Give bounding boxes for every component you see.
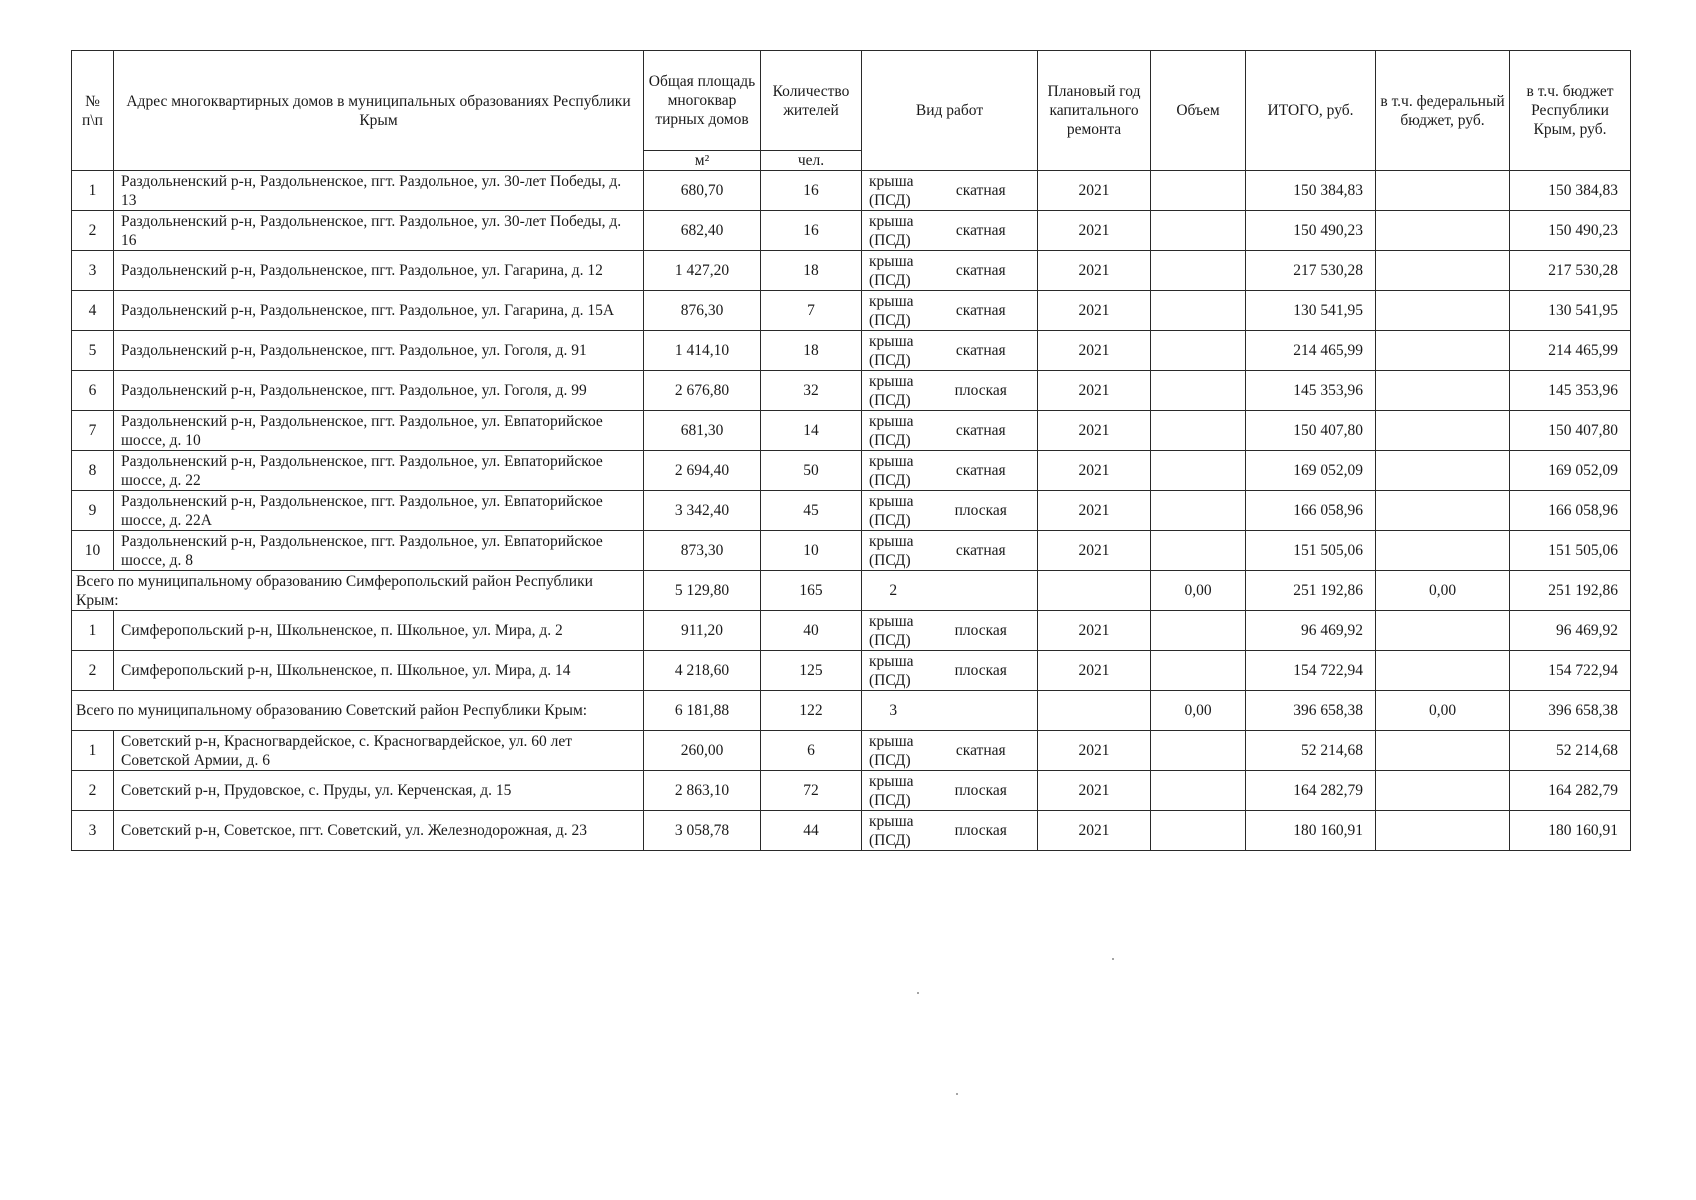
row-federal [1376, 451, 1510, 491]
table-row [72, 811, 1631, 851]
row-planned-year: 2021 [1038, 251, 1151, 291]
unit-residents: чел. [761, 151, 862, 171]
row-number: 9 [72, 491, 114, 531]
subtotal-federal: 0,00 [1376, 571, 1510, 611]
row-area: 3 058,78 [644, 811, 761, 851]
capital-repair-table [71, 50, 1631, 851]
row-address: Советский р-н, Советское, пгт. Советский, ул. Железнодорожная, д. 23 [114, 811, 644, 851]
row-federal [1376, 171, 1510, 211]
row-number: 2 [72, 211, 114, 251]
col-header-residents: Количество жителей [761, 51, 862, 151]
row-address: Раздольненский р-н, Раздольненское, пгт. Раздольное, ул. Гоголя, д. 99 [114, 371, 644, 411]
row-work-type: крыша (ПСД) [862, 731, 925, 771]
row-federal [1376, 731, 1510, 771]
row-federal [1376, 771, 1510, 811]
row-area: 682,40 [644, 211, 761, 251]
row-work-type: крыша (ПСД) [862, 531, 925, 571]
row-regional: 180 160,91 [1510, 811, 1631, 851]
row-roof-subtype: скатная [925, 531, 1038, 571]
unit-area: м² [644, 151, 761, 171]
row-planned-year: 2021 [1038, 651, 1151, 691]
row-residents: 18 [761, 251, 862, 291]
row-regional: 150 407,80 [1510, 411, 1631, 451]
row-roof-subtype: скатная [925, 251, 1038, 291]
row-total: 214 465,99 [1246, 331, 1376, 371]
row-work-type: крыша (ПСД) [862, 411, 925, 451]
row-area: 876,30 [644, 291, 761, 331]
col-header-total: ИТОГО, руб. [1246, 51, 1376, 171]
row-residents: 50 [761, 451, 862, 491]
row-number: 1 [72, 731, 114, 771]
subtotal-total: 396 658,38 [1246, 691, 1376, 731]
row-work-type: крыша (ПСД) [862, 331, 925, 371]
row-regional: 154 722,94 [1510, 651, 1631, 691]
table-row [72, 771, 1631, 811]
table-row [72, 371, 1631, 411]
col-header-planned-year: Плановый год капитального ремонта [1038, 51, 1151, 171]
row-work-type: крыша (ПСД) [862, 611, 925, 651]
row-total: 150 384,83 [1246, 171, 1376, 211]
row-area: 680,70 [644, 171, 761, 211]
table-row [72, 531, 1631, 571]
table-row [72, 491, 1631, 531]
row-area: 2 863,10 [644, 771, 761, 811]
table-row [72, 171, 1631, 211]
row-number: 5 [72, 331, 114, 371]
row-number: 8 [72, 451, 114, 491]
row-residents: 32 [761, 371, 862, 411]
row-volume [1151, 251, 1246, 291]
row-volume [1151, 771, 1246, 811]
row-volume [1151, 291, 1246, 331]
row-work-type: крыша (ПСД) [862, 251, 925, 291]
row-address: Раздольненский р-н, Раздольненское, пгт. Раздольное, ул. Гоголя, д. 91 [114, 331, 644, 371]
row-area: 1 427,20 [644, 251, 761, 291]
subtotal-volume: 0,00 [1151, 571, 1246, 611]
row-planned-year: 2021 [1038, 211, 1151, 251]
col-header-volume: Объем [1151, 51, 1246, 171]
row-planned-year: 2021 [1038, 531, 1151, 571]
row-total: 164 282,79 [1246, 771, 1376, 811]
row-volume [1151, 211, 1246, 251]
row-address: Советский р-н, Красногвардейское, с. Красногвардейское, ул. 60 лет Советской Армии, д. 6 [114, 731, 644, 771]
scan-dot [956, 1093, 958, 1095]
row-address: Раздольненский р-н, Раздольненское, пгт. Раздольное, ул. 30-лет Победы, д. 13 [114, 171, 644, 211]
row-area: 2 694,40 [644, 451, 761, 491]
row-address: Симферопольский р-н, Школьненское, п. Школьное, ул. Мира, д. 14 [114, 651, 644, 691]
row-residents: 7 [761, 291, 862, 331]
row-federal [1376, 291, 1510, 331]
row-federal [1376, 331, 1510, 371]
row-federal [1376, 611, 1510, 651]
row-residents: 44 [761, 811, 862, 851]
row-number: 6 [72, 371, 114, 411]
row-volume [1151, 531, 1246, 571]
row-roof-subtype: плоская [925, 371, 1038, 411]
scan-dot [1112, 958, 1114, 960]
row-federal [1376, 531, 1510, 571]
subtotal-regional: 251 192,86 [1510, 571, 1631, 611]
row-area: 1 414,10 [644, 331, 761, 371]
subtotal-area: 5 129,80 [644, 571, 761, 611]
row-work-type: крыша (ПСД) [862, 771, 925, 811]
subtotal-residents: 165 [761, 571, 862, 611]
row-roof-subtype: плоская [925, 611, 1038, 651]
row-work-type: крыша (ПСД) [862, 371, 925, 411]
row-area: 3 342,40 [644, 491, 761, 531]
row-regional: 150 490,23 [1510, 211, 1631, 251]
row-number: 10 [72, 531, 114, 571]
row-roof-subtype: плоская [925, 771, 1038, 811]
row-volume [1151, 411, 1246, 451]
row-volume [1151, 611, 1246, 651]
row-area: 911,20 [644, 611, 761, 651]
row-area: 260,00 [644, 731, 761, 771]
col-header-regional: в т.ч. бюджет Республики Крым, руб. [1510, 51, 1631, 171]
row-residents: 45 [761, 491, 862, 531]
subtotal-count: 2 [862, 571, 925, 611]
row-work-type: крыша (ПСД) [862, 651, 925, 691]
row-area: 2 676,80 [644, 371, 761, 411]
row-address: Раздольненский р-н, Раздольненское, пгт. Раздольное, ул. Евпаторийское шоссе, д. 8 [114, 531, 644, 571]
subtotal-volume: 0,00 [1151, 691, 1246, 731]
subtotal-label: Всего по муниципальному образованию Советский район Республики Крым: [72, 691, 644, 731]
row-total: 150 490,23 [1246, 211, 1376, 251]
row-volume [1151, 731, 1246, 771]
row-total: 52 214,68 [1246, 731, 1376, 771]
row-total: 154 722,94 [1246, 651, 1376, 691]
row-planned-year: 2021 [1038, 371, 1151, 411]
subtotal-count: 3 [862, 691, 925, 731]
scan-dot [917, 992, 919, 994]
row-number: 2 [72, 771, 114, 811]
row-work-type: крыша (ПСД) [862, 451, 925, 491]
row-planned-year: 2021 [1038, 331, 1151, 371]
row-federal [1376, 811, 1510, 851]
row-roof-subtype: плоская [925, 491, 1038, 531]
row-federal [1376, 491, 1510, 531]
row-total: 217 530,28 [1246, 251, 1376, 291]
row-residents: 14 [761, 411, 862, 451]
row-work-type: крыша (ПСД) [862, 491, 925, 531]
subtotal-label: Всего по муниципальному образованию Симферопольский район Республики Крым: [72, 571, 644, 611]
row-planned-year: 2021 [1038, 731, 1151, 771]
row-address: Раздольненский р-н, Раздольненское, пгт. Раздольное, ул. Гагарина, д. 15А [114, 291, 644, 331]
row-planned-year: 2021 [1038, 811, 1151, 851]
row-roof-subtype: скатная [925, 291, 1038, 331]
row-residents: 16 [761, 171, 862, 211]
table-row [72, 651, 1631, 691]
row-number: 1 [72, 171, 114, 211]
row-total: 166 058,96 [1246, 491, 1376, 531]
row-regional: 214 465,99 [1510, 331, 1631, 371]
subtotal-area: 6 181,88 [644, 691, 761, 731]
row-total: 130 541,95 [1246, 291, 1376, 331]
row-roof-subtype: скатная [925, 411, 1038, 451]
row-residents: 10 [761, 531, 862, 571]
row-total: 96 469,92 [1246, 611, 1376, 651]
subtotal-total: 251 192,86 [1246, 571, 1376, 611]
row-residents: 40 [761, 611, 862, 651]
row-federal [1376, 371, 1510, 411]
table-body [72, 171, 1631, 851]
row-federal [1376, 251, 1510, 291]
table-row [72, 411, 1631, 451]
row-volume [1151, 171, 1246, 211]
row-volume [1151, 811, 1246, 851]
row-federal [1376, 651, 1510, 691]
row-address: Раздольненский р-н, Раздольненское, пгт. Раздольное, ул. Евпаторийское шоссе, д. 22 [114, 451, 644, 491]
subtotal-residents: 122 [761, 691, 862, 731]
row-work-type: крыша (ПСД) [862, 171, 925, 211]
col-header-work-type: Вид работ [862, 51, 1038, 171]
row-volume [1151, 491, 1246, 531]
row-regional: 52 214,68 [1510, 731, 1631, 771]
row-address: Раздольненский р-н, Раздольненское, пгт. Раздольное, ул. Евпаторийское шоссе, д. 10 [114, 411, 644, 451]
row-regional: 150 384,83 [1510, 171, 1631, 211]
subtotal-row [72, 571, 1631, 611]
row-work-type: крыша (ПСД) [862, 811, 925, 851]
row-federal [1376, 411, 1510, 451]
row-residents: 125 [761, 651, 862, 691]
row-regional: 130 541,95 [1510, 291, 1631, 331]
subtotal-row [72, 691, 1631, 731]
row-planned-year: 2021 [1038, 291, 1151, 331]
row-total: 150 407,80 [1246, 411, 1376, 451]
row-work-type: крыша (ПСД) [862, 291, 925, 331]
header-row [72, 51, 1631, 151]
row-residents: 72 [761, 771, 862, 811]
row-residents: 18 [761, 331, 862, 371]
row-planned-year: 2021 [1038, 411, 1151, 451]
row-regional: 169 052,09 [1510, 451, 1631, 491]
row-total: 180 160,91 [1246, 811, 1376, 851]
table-row [72, 251, 1631, 291]
row-planned-year: 2021 [1038, 491, 1151, 531]
row-number: 1 [72, 611, 114, 651]
row-number: 2 [72, 651, 114, 691]
row-volume [1151, 651, 1246, 691]
row-total: 151 505,06 [1246, 531, 1376, 571]
row-regional: 96 469,92 [1510, 611, 1631, 651]
row-roof-subtype: плоская [925, 811, 1038, 851]
table-row [72, 291, 1631, 331]
row-volume [1151, 371, 1246, 411]
table-row [72, 211, 1631, 251]
row-residents: 16 [761, 211, 862, 251]
col-header-area: Общая площадь многоквар тирных домов [644, 51, 761, 151]
table-row [72, 451, 1631, 491]
row-residents: 6 [761, 731, 862, 771]
subtotal-year-empty [1038, 571, 1151, 611]
row-regional: 217 530,28 [1510, 251, 1631, 291]
row-volume [1151, 451, 1246, 491]
row-address: Раздольненский р-н, Раздольненское, пгт. Раздольное, ул. Гагарина, д. 12 [114, 251, 644, 291]
row-address: Симферопольский р-н, Школьненское, п. Школьное, ул. Мира, д. 2 [114, 611, 644, 651]
subtotal-federal: 0,00 [1376, 691, 1510, 731]
row-roof-subtype: скатная [925, 211, 1038, 251]
col-header-address: Адрес многоквартирных домов в муниципальных образованиях Республики Крым [114, 51, 644, 171]
row-regional: 166 058,96 [1510, 491, 1631, 531]
row-volume [1151, 331, 1246, 371]
row-total: 145 353,96 [1246, 371, 1376, 411]
row-regional: 164 282,79 [1510, 771, 1631, 811]
row-address: Советский р-н, Прудовское, с. Пруды, ул. Керченская, д. 15 [114, 771, 644, 811]
subtotal-year-empty [1038, 691, 1151, 731]
row-number: 7 [72, 411, 114, 451]
row-federal [1376, 211, 1510, 251]
table-row [72, 731, 1631, 771]
row-number: 3 [72, 251, 114, 291]
row-area: 4 218,60 [644, 651, 761, 691]
row-roof-subtype: скатная [925, 451, 1038, 491]
row-number: 4 [72, 291, 114, 331]
row-work-type: крыша (ПСД) [862, 211, 925, 251]
table-row [72, 611, 1631, 651]
row-address: Раздольненский р-н, Раздольненское, пгт. Раздольное, ул. Евпаторийское шоссе, д. 22А [114, 491, 644, 531]
row-area: 873,30 [644, 531, 761, 571]
col-header-num: № п\п [72, 51, 114, 171]
subtotal-regional: 396 658,38 [1510, 691, 1631, 731]
row-planned-year: 2021 [1038, 451, 1151, 491]
row-regional: 151 505,06 [1510, 531, 1631, 571]
row-total: 169 052,09 [1246, 451, 1376, 491]
row-roof-subtype: плоская [925, 651, 1038, 691]
subtotal-empty [925, 571, 1038, 611]
row-address: Раздольненский р-н, Раздольненское, пгт. Раздольное, ул. 30-лет Победы, д. 16 [114, 211, 644, 251]
row-regional: 145 353,96 [1510, 371, 1631, 411]
row-roof-subtype: скатная [925, 331, 1038, 371]
row-roof-subtype: скатная [925, 731, 1038, 771]
row-planned-year: 2021 [1038, 771, 1151, 811]
subtotal-empty [925, 691, 1038, 731]
row-roof-subtype: скатная [925, 171, 1038, 211]
row-number: 3 [72, 811, 114, 851]
col-header-federal: в т.ч. федеральный бюджет, руб. [1376, 51, 1510, 171]
row-planned-year: 2021 [1038, 611, 1151, 651]
row-planned-year: 2021 [1038, 171, 1151, 211]
table-row [72, 331, 1631, 371]
row-area: 681,30 [644, 411, 761, 451]
